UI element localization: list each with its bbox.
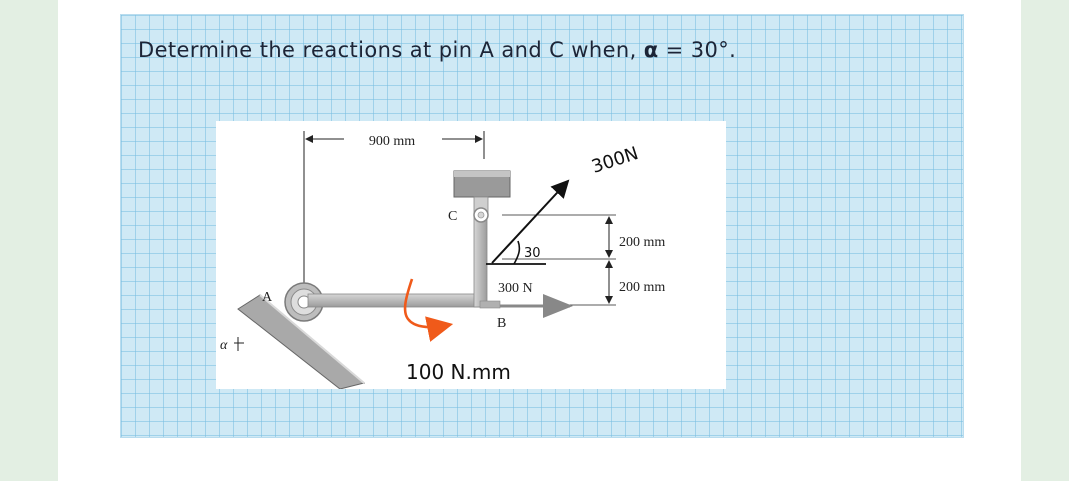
dim-900-label: 900 mm (368, 134, 416, 149)
figure-svg (216, 121, 726, 389)
mechanics-figure (216, 121, 726, 389)
vertical-member (474, 215, 487, 307)
alpha-indicator (220, 337, 244, 353)
handwritten-angle: 30 (524, 246, 541, 261)
force-300N-horizontal (497, 281, 570, 331)
handwritten-moment-label: 100 N.mm (406, 360, 511, 384)
handwritten-force-label: 300N (589, 143, 642, 178)
dim-200-top-label: 200 mm (619, 235, 666, 250)
arm-to-B (480, 301, 500, 308)
question-prefix: Determine the reactions at pin A and C when, (138, 38, 644, 62)
support-C (454, 171, 510, 222)
force-300N-label: 300 N (498, 281, 533, 296)
question-alpha: α (643, 38, 659, 62)
label-alpha: α (220, 338, 228, 353)
label-C: C (448, 209, 458, 224)
question-text (138, 38, 736, 62)
horizontal-member (308, 294, 482, 307)
question-suffix: = 30°. (658, 38, 737, 62)
handwritten-force-300N (486, 143, 641, 264)
dim-200-bottom-label: 200 mm (619, 280, 666, 295)
label-A: A (262, 290, 273, 305)
label-B: B (497, 316, 507, 331)
